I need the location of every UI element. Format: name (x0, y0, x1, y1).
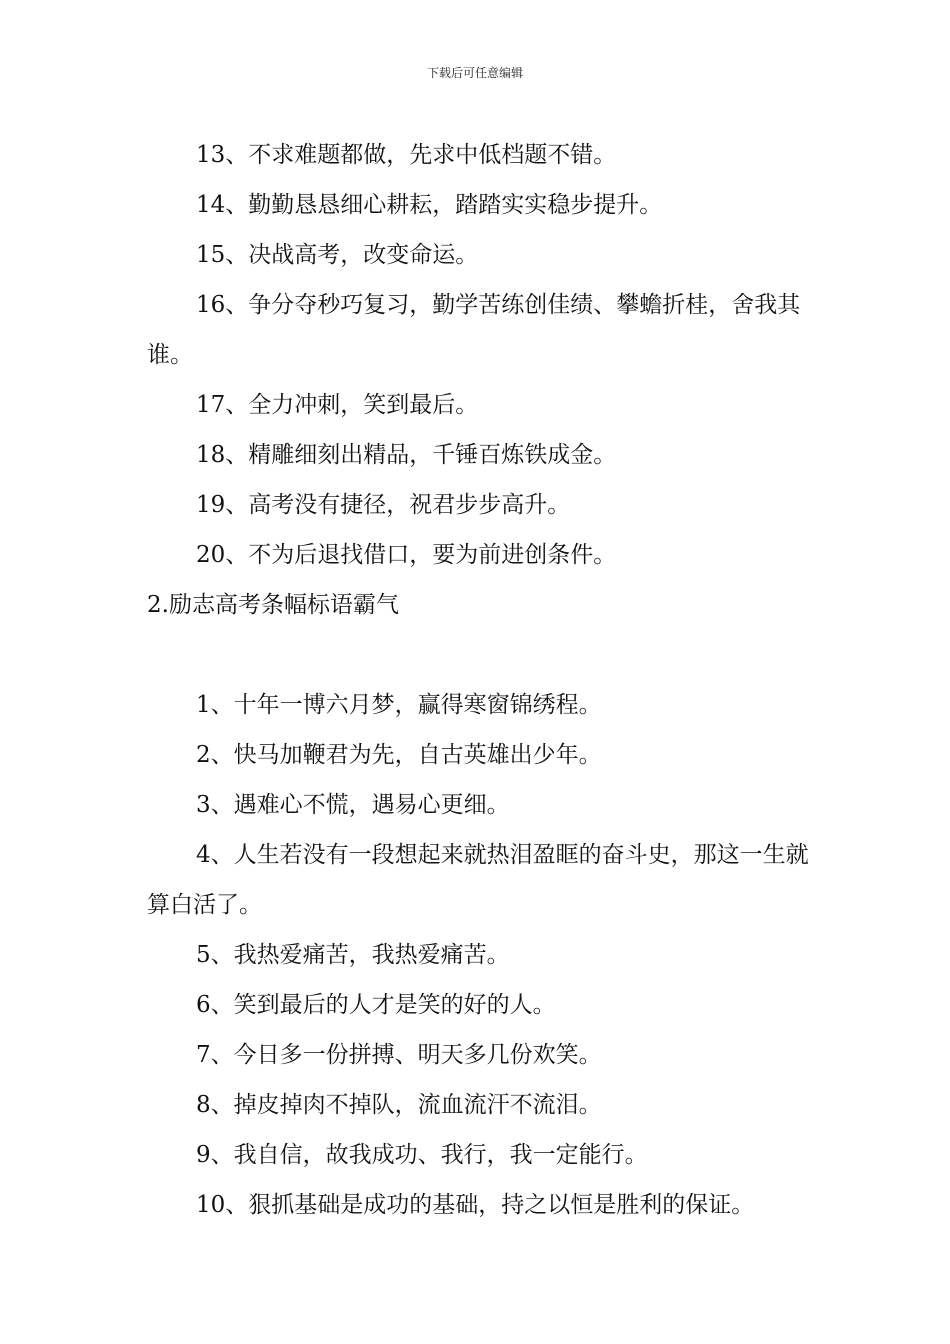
header-note: 下载后可任意编辑 (426, 66, 523, 80)
list-item: 18、精雕细刻出精品，千锤百炼铁成金。 (196, 442, 617, 468)
list-item: 16、争分夺秒巧复习，勤学苦练创佳绩、攀蟾折桂，舍我其谁。 (147, 292, 801, 368)
list-item: 6、笑到最后的人才是笑的好的人。 (196, 992, 556, 1018)
list-item: 10、狠抓基础是成功的基础，持之以恒是胜利的保证。 (196, 1192, 755, 1218)
blank-line (147, 630, 812, 680)
list-item: 17、全力冲刺，笑到最后。 (196, 392, 479, 418)
list-item: 1、十年一博六月梦，赢得寒窗锦绣程。 (196, 692, 602, 718)
list-item: 19、高考没有捷径，祝君步步高升。 (196, 492, 571, 518)
document-body (147, 130, 812, 1230)
list-item: 14、勤勤恳恳细心耕耘，踏踏实实稳步提升。 (196, 192, 663, 218)
list-item: 3、遇难心不慌，遇易心更细。 (196, 792, 510, 818)
list-item: 15、决战高考，改变命运。 (196, 242, 479, 268)
list-item: 2、快马加鞭君为先，自古英雄出少年。 (196, 742, 602, 768)
list-item: 4、人生若没有一段想起来就热泪盈眶的奋斗史，那这一生就算白活了。 (147, 842, 809, 918)
list-item: 7、今日多一份拼搏、明天多几份欢笑。 (196, 1042, 602, 1068)
list-item: 5、我热爱痛苦，我热爱痛苦。 (196, 942, 510, 968)
list-item: 8、掉皮掉肉不掉队，流血流汗不流泪。 (196, 1092, 602, 1118)
list-item: 13、不求难题都做，先求中低档题不错。 (196, 142, 617, 168)
list-item: 9、我自信，故我成功、我行，我一定能行。 (196, 1142, 648, 1168)
section-heading: 2.励志高考条幅标语霸气 (147, 592, 399, 618)
list-item: 20、不为后退找借口，要为前进创条件。 (196, 542, 617, 568)
